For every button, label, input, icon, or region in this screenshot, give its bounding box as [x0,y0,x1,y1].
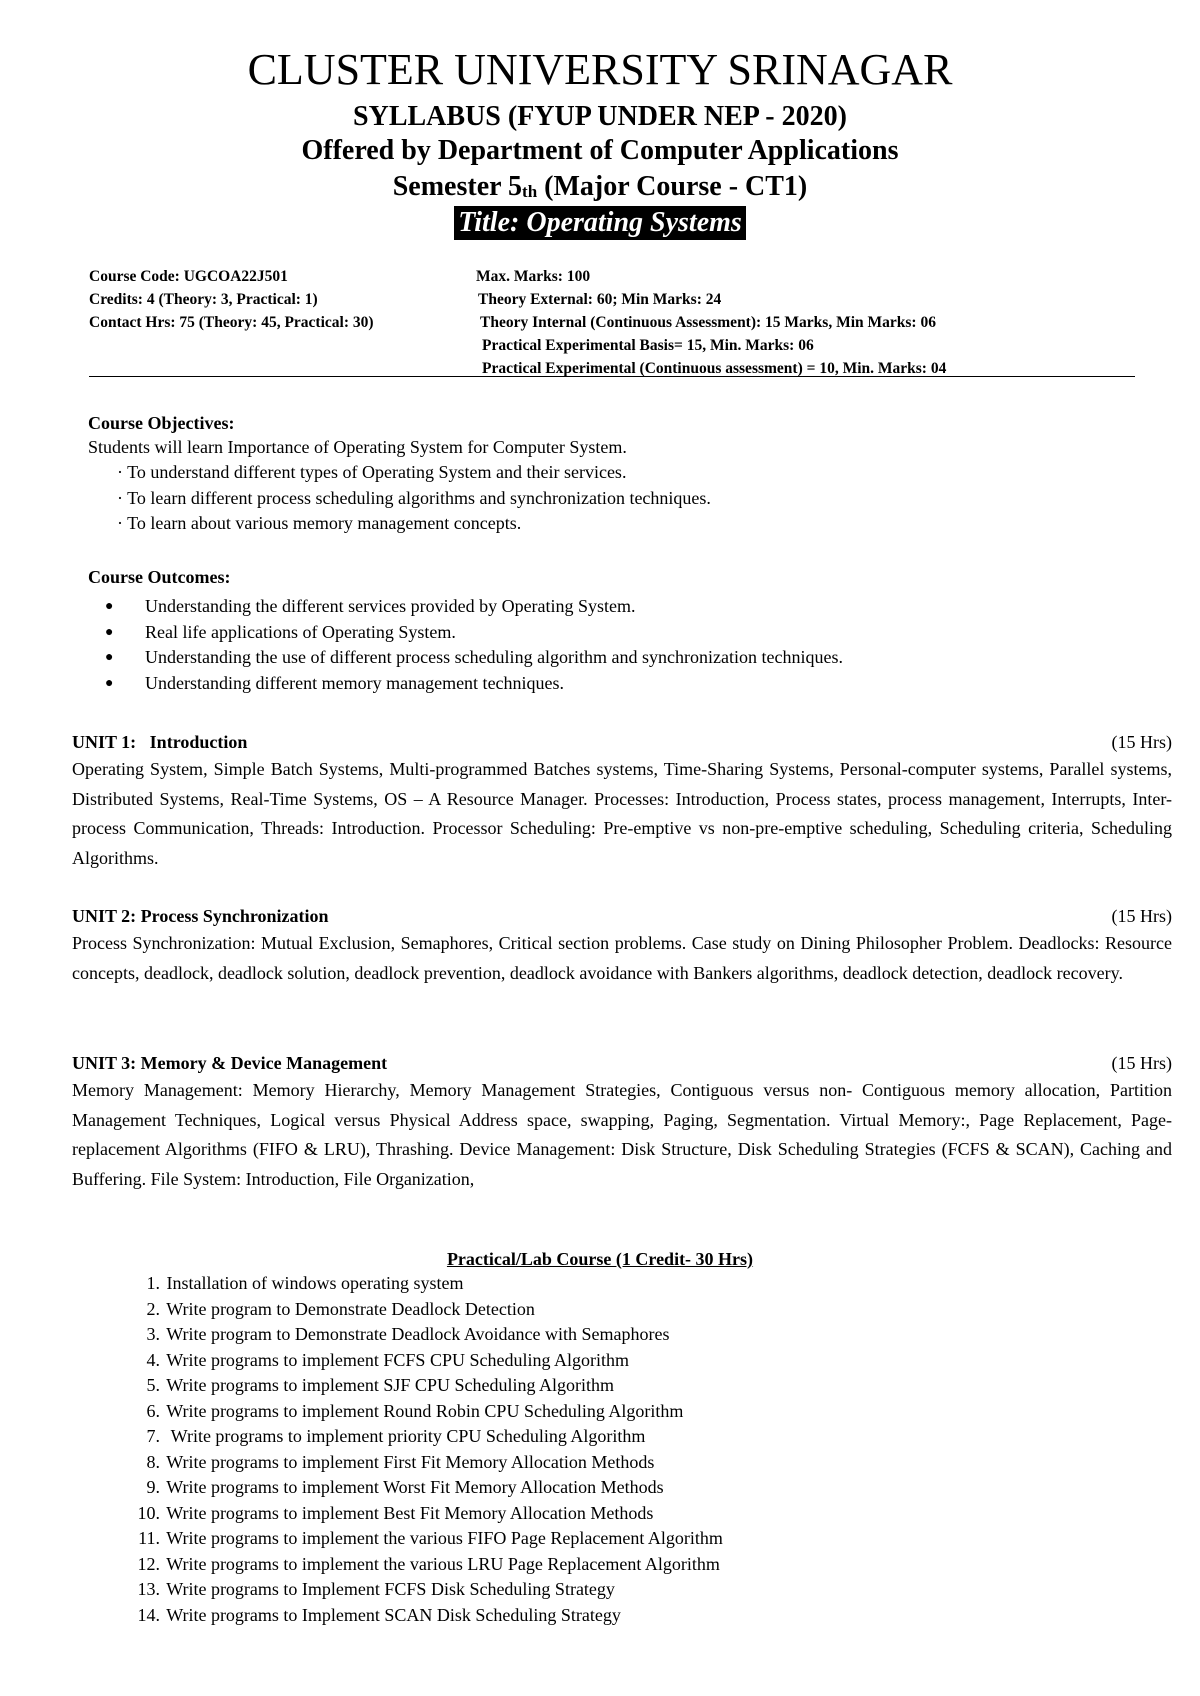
objective-item: · To learn different process scheduling algorithms and synchronization techniques. [117,488,711,508]
unit-1-body: Operating System, Simple Batch Systems, Multi-programmed Batches systems, Time-Sharing Systems, Personal-computer systems, Parallel systems, Distributed Systems, Real-Time Systems, OS – A Resource Manager. Processes: Introduction, Process states, process management, Interrupts, Inter-process Communication, Threads: Introduction. Processor Scheduling: Pre-emptive vs non-pre-emptive scheduling, Scheduling criteria, Scheduling Algorithms. [72,759,1172,868]
department-heading: Offered by Department of Computer Applications [301,135,899,166]
syllabus-heading: SYLLABUS (FYUP UNDER NEP - 2020) [353,101,847,132]
list-item: 4. Write programs to implement FCFS CPU Scheduling Algorithm [146,1349,629,1370]
list-item: 10. Write programs to implement Best Fit Memory Allocation Methods [137,1502,654,1523]
semester-prefix: Semester 5 [392,171,523,202]
objectives-heading: Course Objectives: [88,413,235,433]
unit-3-heading [72,1051,1172,1075]
unit-title: UNIT 1: Introduction [72,732,248,752]
max-marks: Max. Marks: 100 [476,268,591,285]
unit-1-heading [72,730,1172,754]
outcome-text: Understanding different memory management techniques. [145,673,565,693]
outcome-item [105,594,636,619]
unit-title: UNIT 3: Memory & Device Management [72,1053,388,1073]
list-item: 11. Write programs to implement the various FIFO Page Replacement Algorithm [138,1528,723,1548]
unit-3-body: Memory Management: Memory Hierarchy, Memory Management Strategies, Contiguous versus non- Contiguous memory allocation, Partition Management Techniques, Logical versus Physical Address space, swapping, Paging, Segmentation. Virtual Memory:, Page Replacement, Page-replacement Algorithms (FIFO & LRU), Thrashing. Device Management: Disk Structure, Disk Scheduling Strategies (FCFS & SCAN), Caching and Buffering. File System: Introduction, File Organization, [72,1080,1172,1189]
outcome-item [105,620,456,645]
practical-continuous: Practical Experimental (Continuous assessment) = 10, Min. Marks: 04 [482,360,947,377]
theory-external: Theory External: 60; Min Marks: 24 [478,291,722,308]
list-item: 14. Write programs to Implement SCAN Disk Scheduling Strategy [137,1604,621,1625]
contact-hours: Contact Hrs: 75 (Theory: 45, Practical: 30) [89,314,374,331]
list-item: 9. Write programs to implement Worst Fit Memory Allocation Methods [146,1477,664,1497]
unit-title: UNIT 2: Process Synchronization [72,906,329,926]
unit-2-body: Process Synchronization: Mutual Exclusion, Semaphores, Critical section problems. Case study on Dining Philosopher Problem. Deadlocks: Resource concepts, deadlock, deadlock solution, deadlock prevention, deadlock avoidance with Bankers algorithms, deadlock detection, deadlock recovery. [72,933,1172,983]
credits: Credits: 4 (Theory: 3, Practical: 1) [89,291,318,308]
list-item: 3. Write program to Demonstrate Deadlock Avoidance with Semaphores [146,1324,670,1344]
list-item: 8. Write programs to implement First Fit Memory Allocation Methods [146,1451,655,1472]
course-title: Title: Operating Systems [454,206,746,240]
objective-item: · To understand different types of Operating System and their services. [117,462,627,482]
outcome-item [105,671,564,696]
list-item: 2. Write program to Demonstrate Deadlock Detection [146,1298,535,1319]
course-title-wrapper [0,206,1200,240]
list-item: 12. Write programs to implement the various LRU Page Replacement Algorithm [137,1553,720,1574]
outcomes-heading: Course Outcomes: [88,567,231,587]
unit-hours: (15 Hrs) [1111,1053,1172,1073]
bullet-icon: ● [105,599,114,614]
semester-ordinal-suffix: th [522,182,538,201]
outcome-text: Understanding the use of different process scheduling algorithm and synchronization techniques. [145,647,843,667]
semester-course-type: (Major Course - CT1) [537,171,808,202]
list-item: 5. Write programs to implement SJF CPU Scheduling Algorithm [146,1375,614,1395]
info-divider [89,376,1135,377]
outcome-text: Real life applications of Operating System. [145,622,456,642]
list-item: 7. Write programs to implement priority CPU Scheduling Algorithm [146,1426,646,1446]
lab-list [118,1271,723,1628]
unit-hours: (15 Hrs) [1111,906,1172,926]
bullet-icon: ● [105,625,114,640]
practical-basis: Practical Experimental Basis= 15, Min. Marks: 06 [482,337,814,354]
course-code: Course Code: UGCOA22J501 [89,268,288,285]
bullet-icon: ● [105,676,114,691]
theory-internal: Theory Internal (Continuous Assessment): 15 Marks, Min Marks: 06 [480,314,936,331]
objective-item: · To learn about various memory management concepts. [117,513,522,533]
university-name: CLUSTER UNIVERSITY SRINAGAR [247,45,953,94]
lab-heading-text: Practical/Lab Course (1 Credit- 30 Hrs) [446,1249,754,1269]
outcome-text: Understanding the different services provided by Operating System. [145,596,636,616]
lab-heading [0,1247,1200,1271]
list-item: 13. Write programs to Implement FCFS Disk Scheduling Strategy [137,1579,615,1599]
bullet-icon: ● [105,650,114,665]
semester-heading [0,170,1200,209]
outcome-item [105,645,843,670]
list-item: 1. Installation of windows operating system [146,1273,464,1293]
objectives-intro: Students will learn Importance of Operating System for Computer System. [88,437,627,457]
unit-hours: (15 Hrs) [1111,732,1172,752]
unit-2-heading [72,904,1172,928]
list-item: 6. Write programs to implement Round Robin CPU Scheduling Algorithm [146,1400,684,1421]
